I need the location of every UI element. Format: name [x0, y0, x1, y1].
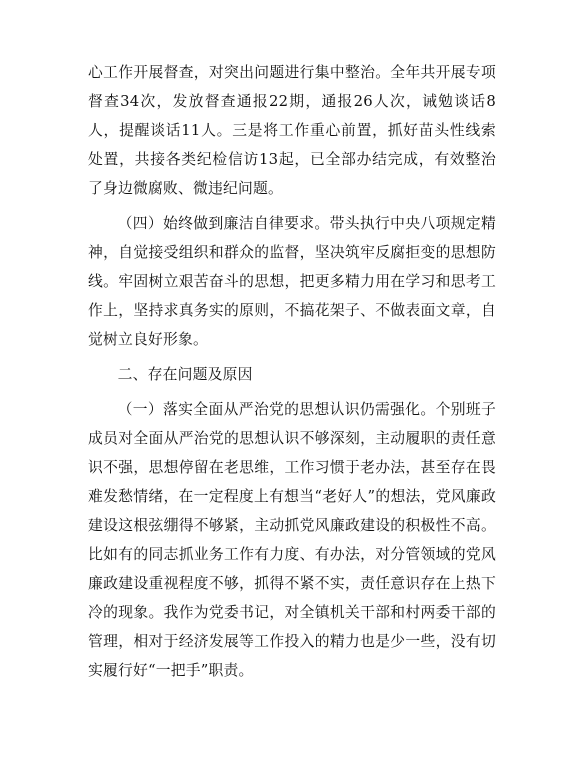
paragraph-continuation: 心工作开展督查，对突出问题进行集中整治。全年共开展专项督查34次，发放督查通报22期，通报26人次，诫勉谈话8人，提醒谈话11人。三是将工作重心前置，抓好苗头性线索处置，共接各类纪检信访13起，已全部办结完成，有效整治了身边微腐败、微违纪问题。	[88, 64, 496, 197]
section-heading: 二、存在问题及原因	[117, 366, 253, 383]
document-body	[88, 58, 496, 691]
paragraph-integrity: （四）始终做到廉洁自律要求。带头执行中央八项规定精神，自觉接受组织和群众的监督，坚决筑牢反腐拒变的思想防线。牢固树立艰苦奋斗的思想，把更多精力用在学习和思考工作上，坚持求真务实的原则，不搞花架子、不做表面文章，自觉树立良好形象。	[88, 215, 496, 348]
paragraph-problems: （一）落实全面从严治党的思想认识仍需强化。个别班子成员对全面从严治党的思想认识不够深刻，主动履职的责任意识不强，思想停留在老思维，工作习惯于老办法，甚至存在畏难发愁情绪，在一定程度上有想当“老好人”的想法，党风廉政建设这根弦绷得不够紧，主动抓党风廉政建设的积极性不高。比如有的同志抓业务工作有力度、有办法，对分管领域的党风廉政建设重视程度不够，抓得不紧不实，责任意识存在上热下冷的现象。我作为党委书记，对全镇机关干部和村两委干部的管理，相对于经济发展等工作投入的精力也是少一些，没有切实履行好“一把手”职责。	[88, 401, 496, 679]
